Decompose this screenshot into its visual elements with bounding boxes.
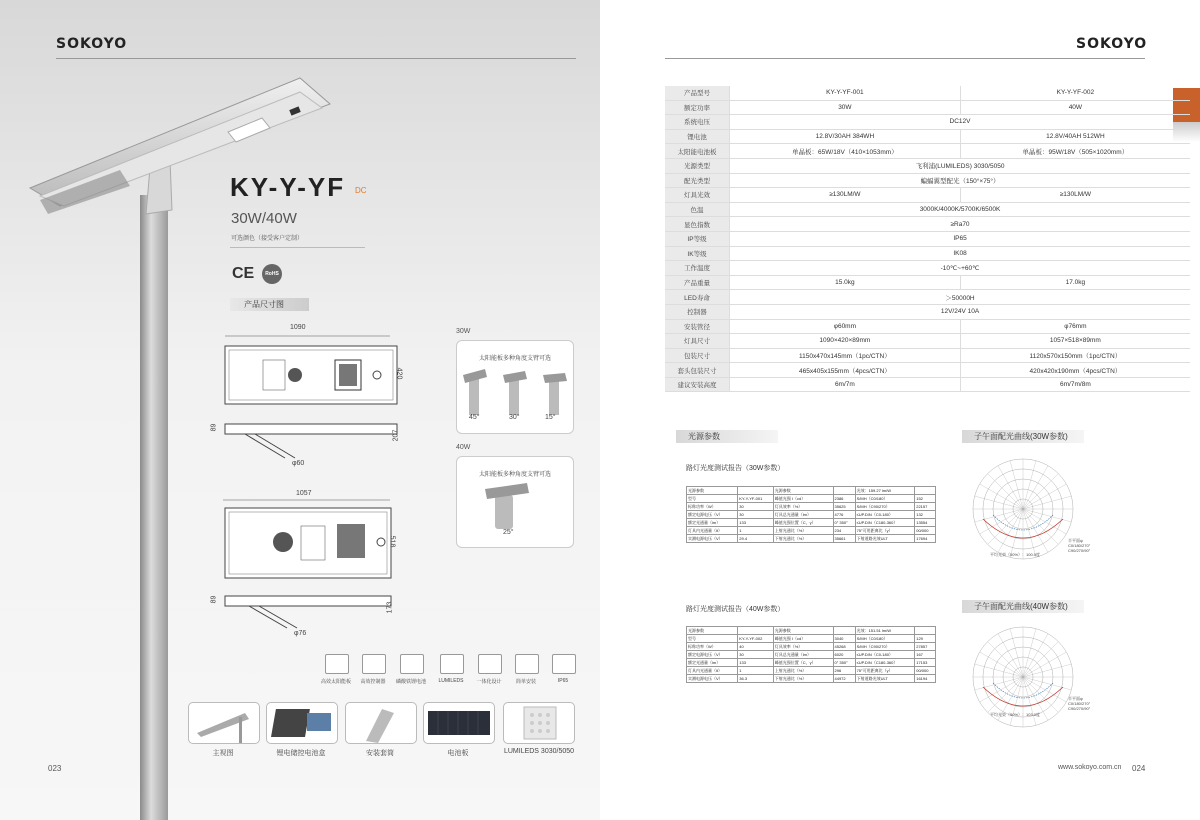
report-row [687,535,936,543]
feature-label-1: 高效太阳能板 [320,679,351,685]
report-cell: 峰值光强 I（cd） [773,635,833,643]
angle-arm-40w [457,481,573,533]
drawing1-width: 1090 [290,324,306,331]
drawing2-top-view [205,498,415,588]
spec-label: 色温 [665,202,730,217]
drawing1-top-view [205,332,415,412]
report-row [687,511,936,519]
spec-value-a: 465x405x155mm（4pcs/CTN） [730,363,961,378]
photo-caption-5: LUMILEDS 3030/5050 [503,748,575,755]
report-cell: 30 [738,651,773,659]
spec-row [665,334,1190,349]
header-rule-right [665,58,1145,59]
report-cell: 型号 [687,495,738,503]
spec-label: 建议安装高度 [665,377,730,392]
spec-label: IK等级 [665,246,730,261]
report-cell: 灯具总光通量（lm） [773,511,833,519]
spec-row [665,246,1190,261]
report-cell: ≤UP.D/N（C180-360） [855,519,915,527]
report-cell: 133 [738,519,773,527]
report-cell: 296 [833,667,855,675]
spec-row [665,319,1190,334]
spec-value: ≥Ra70 [730,217,1191,232]
spec-label: 工作温度 [665,261,730,276]
spec-value-b: 420x420x190mm（4pcs/CTN） [960,363,1190,378]
report-cell: 标称功率（W） [687,503,738,511]
spec-label: 灯具尺寸 [665,334,730,349]
report-cell: 129 [915,635,936,643]
product-title: KY-Y-YF [230,172,346,202]
spec-value-b: KY-Y-YF-002 [960,86,1190,100]
report-cell: 13554 [915,519,936,527]
angle-caption-30w: 太阳能板多种角度支臂可选 [478,356,551,362]
report-cell: KY-Y-YF-002 [738,635,773,643]
spec-value-b: 17.0kg [960,275,1190,290]
report-cell: 峰值光强 I（cd） [773,495,833,503]
spec-value-b: ≥130LM/W [960,188,1190,203]
report-row [687,667,936,675]
report-cell: S/MH（C90/270） [855,643,915,651]
label-40w: 40W [456,444,471,451]
report-row [687,651,936,659]
report-cell: 灯具效率（%） [773,503,833,511]
report-cell: 峰值光强位置（C，γ） [773,659,833,667]
polar-legend-30: 半平面ψ C0/180/270° C90/270/90° [1068,538,1091,553]
rohs-mark: RoHS [262,264,282,284]
report-cell: 下射道路光效ULT [855,675,915,683]
report-cell: 下射光通比（%） [773,535,833,543]
report-cell: 2386 [833,495,855,503]
report-row [687,527,936,535]
spec-row [665,348,1190,363]
angle-15: 15° [545,414,556,421]
spec-label: IP等级 [665,231,730,246]
photo-battery-box [266,702,338,744]
spec-label: 显色指数 [665,217,730,232]
spec-value: IP65 [730,231,1191,246]
photo-caption-2: 锂电储控电池盒 [276,750,326,757]
drawing2-width: 1057 [296,490,312,497]
report-cell: 峰值光强位置（C，γ） [773,519,833,527]
spec-label: 太阳能电池板 [665,144,730,159]
report-cell: 132 [915,511,936,519]
report-cell: 27857 [915,643,936,651]
drawing2-side-h2: 173 [386,601,394,614]
report-cell: 17694 [915,535,936,543]
report-cell: ≤UP.D/N（C0-180） [855,511,915,519]
curve-40-tag: 子午面配光曲线(40W参数) [962,600,1084,613]
label-30w: 30W [456,328,471,335]
report-header-cell: 光源参数 [687,487,738,495]
report-row [687,635,936,643]
report-cell: 0° 350° [833,659,855,667]
spec-row [665,173,1190,188]
page-number-right: 024 [1132,764,1146,773]
report-header-cell [833,487,855,495]
drawing1-side-h: 89 [210,423,218,432]
light-params-tag: 光源参数 [676,430,778,443]
report-cell: KY-Y-YF-001 [738,495,773,503]
drawing1-pole-dia: φ60 [292,460,305,467]
report-cell: 额定电源电压（V） [687,511,738,519]
report-row [687,519,936,527]
report-cell: 额定电源电压（V） [687,651,738,659]
report-30-title: 路灯光度测试报告（30W参数） [686,465,785,472]
report-header-row [687,487,936,495]
spec-value-a: 30W [730,100,961,115]
spec-value-b: 40W [960,100,1190,115]
spec-row [665,261,1190,276]
battery-icon [400,654,424,674]
integrated-design-icon [478,654,502,674]
spec-value-a: 6m/7m [730,377,961,392]
angle-30: 30° [509,414,520,421]
report-header-cell [738,487,773,495]
spec-label: 额定功率 [665,100,730,115]
report-cell: 75°可用距离比（γ） [855,527,915,535]
report-row [687,643,936,651]
spec-value: 12V/24V 10A [730,304,1191,319]
photo-caption-1: 主视图 [212,750,234,757]
feature-label-7: IP65 [557,678,569,684]
feature-label-4: LUMILEDS [438,678,464,684]
drawing1-side-view [205,418,415,478]
website: www.sokoyo.com.cn [1058,764,1122,771]
report-row [687,675,936,683]
report-cell: S/MH（C0/180） [855,635,915,643]
report-cell: 36.3 [738,675,773,683]
drawing1-side-h2: 207 [392,429,400,442]
controller-icon [362,654,386,674]
report-cell: S/MH（C90/270） [855,503,915,511]
spec-row [665,290,1190,305]
report-cell: 1 [738,527,773,535]
spec-label: 系统电压 [665,115,730,130]
report-cell: 4776 [833,511,855,519]
report-cell: ≤UP.D/N（C0-180） [855,651,915,659]
report-cell: 1 [738,667,773,675]
spec-label: 灯具光效 [665,188,730,203]
report-cell: 35625 [833,503,855,511]
angle-box-30w [456,340,574,434]
spec-value: 飞利浦(LUMILEDS) 3030/5050 [730,158,1191,173]
spec-value: DC12V [730,115,1191,130]
spec-row [665,377,1190,392]
report-row [687,659,936,667]
report-cell: 灯具效率（%） [773,643,833,651]
spec-row [665,202,1190,217]
spec-value: ＞50000H [730,290,1191,305]
report-cell: 75°可用距离比（γ） [855,667,915,675]
report-cell: 17153 [915,659,936,667]
polar-note-40: 平均光束（50%）：103.0度 [990,712,1041,717]
report-cell: 实测电源电压（V） [687,675,738,683]
curve-30-tag: 子午面配光曲线(30W参数) [962,430,1084,443]
report-cell: 标称功率（W） [687,643,738,651]
brand-logo-left: SOKOYO [56,36,128,52]
spec-value-a: KY-Y-YF-001 [730,86,961,100]
spec-value-b: φ76mm [960,319,1190,334]
solar-panel-icon [325,654,349,674]
spec-label: 产品重量 [665,275,730,290]
spec-row [665,158,1190,173]
feature-label-6: 简单安装 [515,679,536,685]
polar-note-30: 平均光束（50%）：100.0度 [990,552,1041,557]
spec-label: 光源类型 [665,158,730,173]
spec-label: 套头包装尺寸 [665,363,730,378]
drawing2-side-view [205,592,415,644]
feature-label-3: 磷酸铁锂电池 [395,679,426,685]
photo-caption-4: 电池板 [447,750,469,757]
spec-row [665,363,1190,378]
report-header-cell [915,487,936,495]
spec-value-a: 15.0kg [730,275,961,290]
report-cell: 型号 [687,635,738,643]
spec-label: LED寿命 [665,290,730,305]
spec-value-b: 6m/7m/8m [960,377,1190,392]
report-cell: 167 [915,651,936,659]
spec-row [665,275,1190,290]
report-cell: 额定光通量（lm） [687,519,738,527]
spec-value: 蝙蝠翼型配光（150°×75°） [730,173,1191,188]
report-cell: 额定光通量（lm） [687,659,738,667]
drawing2-pole-dia: φ76 [294,630,307,637]
spec-table [665,86,1190,392]
spec-value: 3000K/4000K/5700K/6500K [730,202,1191,217]
report-cell: 上射光通比（%） [773,667,833,675]
report-cell: 上射光通比（%） [773,527,833,535]
spec-label: 配光类型 [665,173,730,188]
report-cell: 下射道路光效ULT [855,535,915,543]
water-drop-icon [552,654,576,674]
color-note: 可选颜色（接受客户定制） [231,236,304,242]
report-header-cell: 光源参数 [773,627,833,635]
spec-label: 包装尺寸 [665,348,730,363]
angle-45: 45° [469,414,480,421]
report-cell: 133 [738,659,773,667]
report-cell: ≤UP.D/N（C180-360） [855,659,915,667]
report-header-cell: 光效：151.51 lm/W [855,627,915,635]
spec-value-b: 12.8V/40AH 512WH [960,129,1190,144]
ce-mark: CE [232,265,255,282]
polar-diagram-30w [968,454,1078,564]
report-cell: 00/000 [915,527,936,535]
spec-row [665,100,1190,115]
report-header-cell [738,627,773,635]
report-header-cell: 光源参数 [773,487,833,495]
photo-led-module [503,702,575,744]
spec-value-a: 12.8V/30AH 384WH [730,129,961,144]
spec-value-a: φ60mm [730,319,961,334]
report-cell: 40 [738,643,773,651]
angle-25: 25° [503,529,514,536]
report-cell: 234 [833,527,855,535]
report-cell: 实测电源电压（V） [687,535,738,543]
pole [140,195,168,820]
spec-label: 安装管径 [665,319,730,334]
report-cell: 16194 [915,675,936,683]
angle-caption-40w: 太阳能板多种角度支臂可选 [478,472,551,478]
report-cell: 44972 [833,675,855,683]
page-number-left: 023 [48,764,62,773]
spec-row [665,304,1190,319]
drawing2-height: 518 [388,535,396,548]
report-40-table [686,626,936,683]
spec-label: 锂电池 [665,129,730,144]
spec-row [665,188,1190,203]
feature-label-5: 一体化设计 [476,679,502,685]
report-cell: 30 [738,511,773,519]
spec-row [665,129,1190,144]
spec-row [665,115,1190,130]
report-header-row [687,627,936,635]
report-cell: S/MH（C0/180） [855,495,915,503]
title-separator [230,247,365,248]
angle-box-40w [456,456,574,548]
report-cell: 灯具内光通量（lt） [687,667,738,675]
spec-value-a: 1150x470x145mm（1pc/CTN） [730,348,961,363]
spec-row [665,231,1190,246]
report-cell: 灯具总光通量（lm） [773,651,833,659]
drawing2-side-h: 89 [210,595,218,604]
report-cell: 30 [738,503,773,511]
report-cell: 下射光通比（%） [773,675,833,683]
report-cell: 152 [915,495,936,503]
report-header-cell: 光效：159.27 lm/W [855,487,915,495]
report-cell: 45268 [833,643,855,651]
spec-label: 产品型号 [665,86,730,100]
section-dimension-tag: 产品尺寸图 [230,298,309,311]
spec-row [665,217,1190,232]
drawing1-height: 420 [395,367,403,380]
power-rating: 30W/40W [231,210,297,227]
spec-value-b: 单晶板：95W/18V（505×1020mm） [960,144,1190,159]
report-row [687,495,936,503]
spec-value-b: 1057×518×89mm [960,334,1190,349]
report-header-cell: 光源参数 [687,627,738,635]
report-cell: 3040 [833,635,855,643]
spec-row [665,144,1190,159]
report-header-cell [915,627,936,635]
spec-value: -10℃~+60℃ [730,261,1191,276]
report-cell: 35661 [833,535,855,543]
report-cell: 22157 [915,503,936,511]
photo-mount-sleeve [345,702,417,744]
report-header-cell [833,627,855,635]
brand-logo-right: SOKOYO [1076,36,1148,52]
report-cell: 灯具内光通量（lt） [687,527,738,535]
install-icon [515,654,539,674]
photo-caption-3: 安装套筒 [366,750,394,757]
spec-value: IK08 [730,246,1191,261]
dc-tag: DC [355,186,367,195]
report-40-title: 路灯光度测试报告（40W参数） [686,606,785,613]
report-cell: 0° 350° [833,519,855,527]
polar-legend-40: 半平面ψ C0/180/270° C90/270/90° [1068,696,1091,711]
report-cell: 6020 [833,651,855,659]
feature-label-2: 高效控制器 [360,679,386,685]
spec-value-a: ≥130LM/W [730,188,961,203]
spec-value-a: 1090×420×89mm [730,334,961,349]
report-row [687,503,936,511]
led-chip-icon [440,654,464,674]
photo-solar-panel [423,702,495,744]
report-30-table [686,486,936,543]
spec-label: 控制器 [665,304,730,319]
report-cell: 00/000 [915,667,936,675]
spec-value-b: 1120x570x150mm（1pc/CTN） [960,348,1190,363]
photo-main-view [188,702,260,744]
spec-value-a: 单晶板：65W/18V（410×1053mm） [730,144,961,159]
spec-row [665,86,1190,100]
report-cell: 29.4 [738,535,773,543]
